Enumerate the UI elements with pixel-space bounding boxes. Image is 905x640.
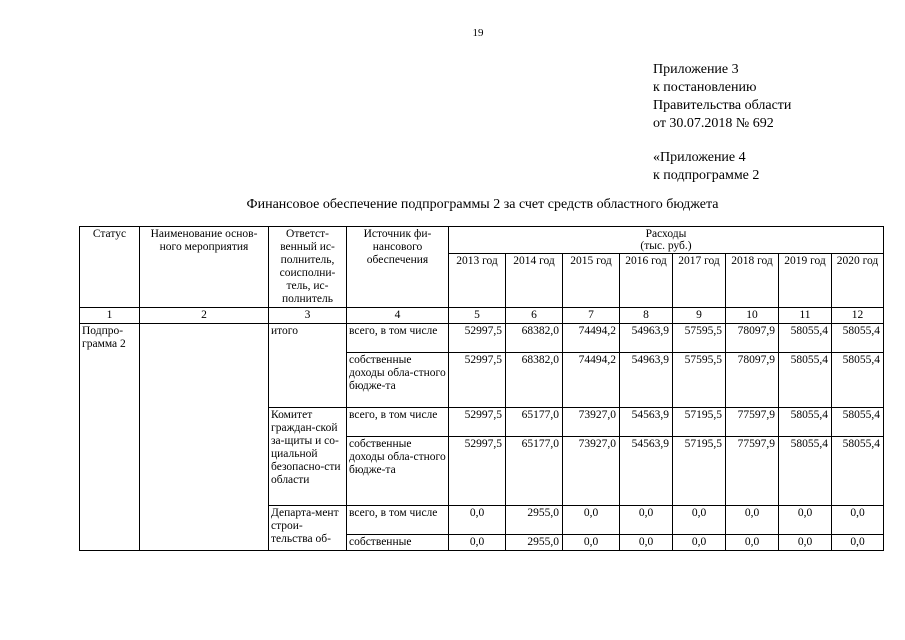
source-cell: собственные [347,535,449,551]
value-cell: 0,0 [620,506,673,535]
column-number: 4 [347,308,449,324]
source-cell: всего, в том числе [347,324,449,353]
status-cell: Подпро-грамма 2 [80,324,140,551]
source-cell: всего, в том числе [347,408,449,437]
value-cell: 58055,4 [832,408,884,437]
value-cell: 54563,9 [620,437,673,506]
appendix-inner-block [653,149,759,185]
value-cell: 78097,9 [726,353,779,408]
value-cell: 54963,9 [620,353,673,408]
column-number: 12 [832,308,884,324]
column-number: 7 [563,308,620,324]
value-cell: 52997,5 [449,353,506,408]
appendix-inner-line: к подпрограмме 2 [653,168,760,183]
value-cell: 65177,0 [506,437,563,506]
appendix-line: Правительства области [653,98,792,113]
value-cell: 68382,0 [506,324,563,353]
value-cell: 0,0 [779,535,832,551]
value-cell: 52997,5 [449,324,506,353]
header-year: 2014 год [506,254,563,308]
header-year: 2018 год [726,254,779,308]
value-cell: 54963,9 [620,324,673,353]
value-cell: 54563,9 [620,408,673,437]
appendix-line: Приложение 3 [653,62,739,77]
value-cell: 57595,5 [673,353,726,408]
header-year: 2019 год [779,254,832,308]
header-year: 2020 год [832,254,884,308]
document-title: Финансовое обеспечение подпрограммы 2 за счет средств областного бюджета [246,197,719,212]
value-cell: 0,0 [832,506,884,535]
column-number: 3 [269,308,347,324]
header-source: Источник фи-нансового обеспечения [347,227,449,308]
value-cell: 57595,5 [673,324,726,353]
source-cell: собственные доходы обла-стного бюдже-та [347,437,449,506]
value-cell: 52997,5 [449,437,506,506]
value-cell: 0,0 [673,535,726,551]
column-number: 8 [620,308,673,324]
value-cell: 68382,0 [506,353,563,408]
header-expenses [449,227,884,254]
header-year: 2015 год [563,254,620,308]
value-cell: 58055,4 [779,324,832,353]
column-number: 2 [140,308,269,324]
appendix-line: к постановлению [653,80,757,95]
value-cell: 58055,4 [779,408,832,437]
value-cell: 0,0 [449,506,506,535]
value-cell: 57195,5 [673,437,726,506]
executor-cell: Комитет граждан-ской за-щиты и со-циальной безопасно-сти области [269,408,347,506]
value-cell: 73927,0 [563,408,620,437]
value-cell: 2955,0 [506,535,563,551]
value-cell: 0,0 [832,535,884,551]
value-cell: 77597,9 [726,408,779,437]
value-cell: 58055,4 [832,324,884,353]
value-cell: 74494,2 [563,353,620,408]
column-number: 6 [506,308,563,324]
value-cell: 58055,4 [779,353,832,408]
value-cell: 0,0 [563,535,620,551]
appendix-line: от 30.07.2018 № 692 [653,116,774,131]
value-cell: 2955,0 [506,506,563,535]
value-cell: 0,0 [449,535,506,551]
column-number: 1 [80,308,140,324]
value-cell: 0,0 [673,506,726,535]
source-cell: всего, в том числе [347,506,449,535]
header-expenses-unit: (тыс. руб.) [640,240,692,252]
value-cell: 0,0 [563,506,620,535]
column-number: 9 [673,308,726,324]
value-cell: 58055,4 [832,437,884,506]
header-year: 2013 год [449,254,506,308]
appendix-block [653,61,791,133]
value-cell: 77597,9 [726,437,779,506]
header-year: 2016 год [620,254,673,308]
value-cell: 52997,5 [449,408,506,437]
header-expenses-label: Расходы [645,228,687,240]
value-cell: 65177,0 [506,408,563,437]
value-cell: 0,0 [726,506,779,535]
value-cell: 0,0 [726,535,779,551]
header-status: Статус [80,227,140,308]
executor-cell: Департа-мент строи-тельства об- [269,506,347,551]
page-number: 19 [472,27,484,39]
column-number: 11 [779,308,832,324]
appendix-inner-line: «Приложение 4 [653,150,746,165]
value-cell: 0,0 [620,535,673,551]
source-cell: собственные доходы обла-стного бюдже-та [347,353,449,408]
value-cell: 78097,9 [726,324,779,353]
executor-cell: итого [269,324,347,408]
value-cell: 73927,0 [563,437,620,506]
value-cell: 74494,2 [563,324,620,353]
header-year: 2017 год [673,254,726,308]
value-cell: 58055,4 [779,437,832,506]
value-cell: 0,0 [779,506,832,535]
value-cell: 57195,5 [673,408,726,437]
measure-cell [140,324,269,551]
column-number: 5 [449,308,506,324]
header-measure: Наименование основ-ного мероприятия [140,227,269,308]
value-cell: 58055,4 [832,353,884,408]
financing-table [79,226,884,551]
header-executor: Ответст-венный ис-полнитель, соисполни-тель, ис-полнитель [269,227,347,308]
column-number: 10 [726,308,779,324]
